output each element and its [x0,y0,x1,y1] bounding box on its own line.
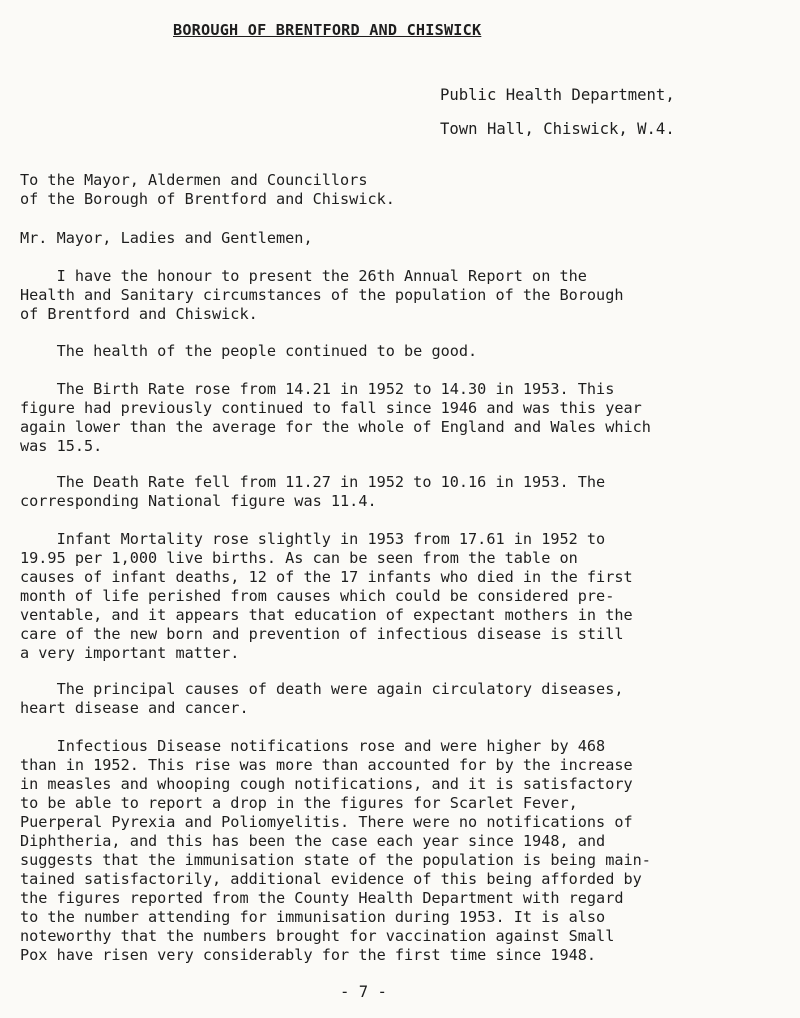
greeting-line: Mr. Mayor, Ladies and Gentlemen, [20,229,313,247]
text-line: ventable, and it appears that education of expectant mothers in the [20,606,633,624]
page-number: - 7 - [340,983,387,1001]
text-line: Pox have risen very considerably for the first time since 1948. [20,946,597,964]
text-line: The health of the people continued to be good. [20,342,478,360]
text-line: to be able to report a drop in the figures for Scarlet Fever, [20,794,578,812]
text-line: again lower than the average for the whole of England and Wales which [20,418,651,436]
text-line: Health and Sanitary circumstances of the population of the Borough [20,286,624,304]
text-line: Diphtheria, and this has been the case each year since 1948, and [20,832,606,850]
text-line: Infant Mortality rose slightly in 1953 from 17.61 in 1952 to [20,530,606,548]
text-line: to the number attending for immunisation during 1953. It is also [20,908,606,926]
text-line: noteworthy that the numbers brought for vaccination against Small [20,927,615,945]
text-line: care of the new born and prevention of infectious disease is still [20,625,624,643]
text-line: The Birth Rate rose from 14.21 in 1952 to 14.30 in 1953. This [20,380,615,398]
text-line: Puerperal Pyrexia and Poliomyelitis. There were no notifications of [20,813,633,831]
text-line: The principal causes of death were again circulatory diseases, [20,680,624,698]
text-line: heart disease and cancer. [20,699,249,717]
text-line: the figures reported from the County Health Department with regard [20,889,624,907]
text-line: of Brentford and Chiswick. [20,305,258,323]
text-line: in measles and whooping cough notifications, and it is satisfactory [20,775,633,793]
text-line: tained satisfactorily, additional evidence of this being afforded by [20,870,642,888]
address-line: Town Hall, Chiswick, W.4. [440,120,675,138]
paragraph-report-intro [20,267,790,324]
paragraph-health [20,342,790,361]
text-line: suggests that the immunisation state of the population is being main- [20,851,651,869]
text-line: 19.95 per 1,000 live births. As can be seen from the table on [20,549,578,567]
text-line: I have the honour to present the 26th Annual Report on the [20,267,587,285]
text-line: Infectious Disease notifications rose and were higher by 468 [20,737,606,755]
text-line: a very important matter. [20,644,240,662]
addressee-block [20,171,790,209]
text-line: month of life perished from causes which could be considered pre- [20,587,615,605]
department-line: Public Health Department, [440,86,675,104]
text-line: causes of infant deaths, 12 of the 17 infants who died in the first [20,568,633,586]
paragraph-infant-mortality [20,530,790,663]
document-heading: BOROUGH OF BRENTFORD AND CHISWICK [173,21,482,39]
addressee-line: of the Borough of Brentford and Chiswick. [20,190,395,208]
text-line: figure had previously continued to fall since 1946 and was this year [20,399,642,417]
text-line: The Death Rate fell from 11.27 in 1952 to 10.16 in 1953. The [20,473,606,491]
paragraph-infectious-disease [20,737,790,965]
paragraph-death-rate [20,473,790,511]
greeting [20,229,790,248]
paragraph-causes-of-death [20,680,790,718]
text-line: than in 1952. This rise was more than accounted for by the increase [20,756,633,774]
text-line: corresponding National figure was 11.4. [20,492,377,510]
paragraph-birth-rate [20,380,790,456]
text-line: was 15.5. [20,437,103,455]
addressee-line: To the Mayor, Aldermen and Councillors [20,171,368,189]
